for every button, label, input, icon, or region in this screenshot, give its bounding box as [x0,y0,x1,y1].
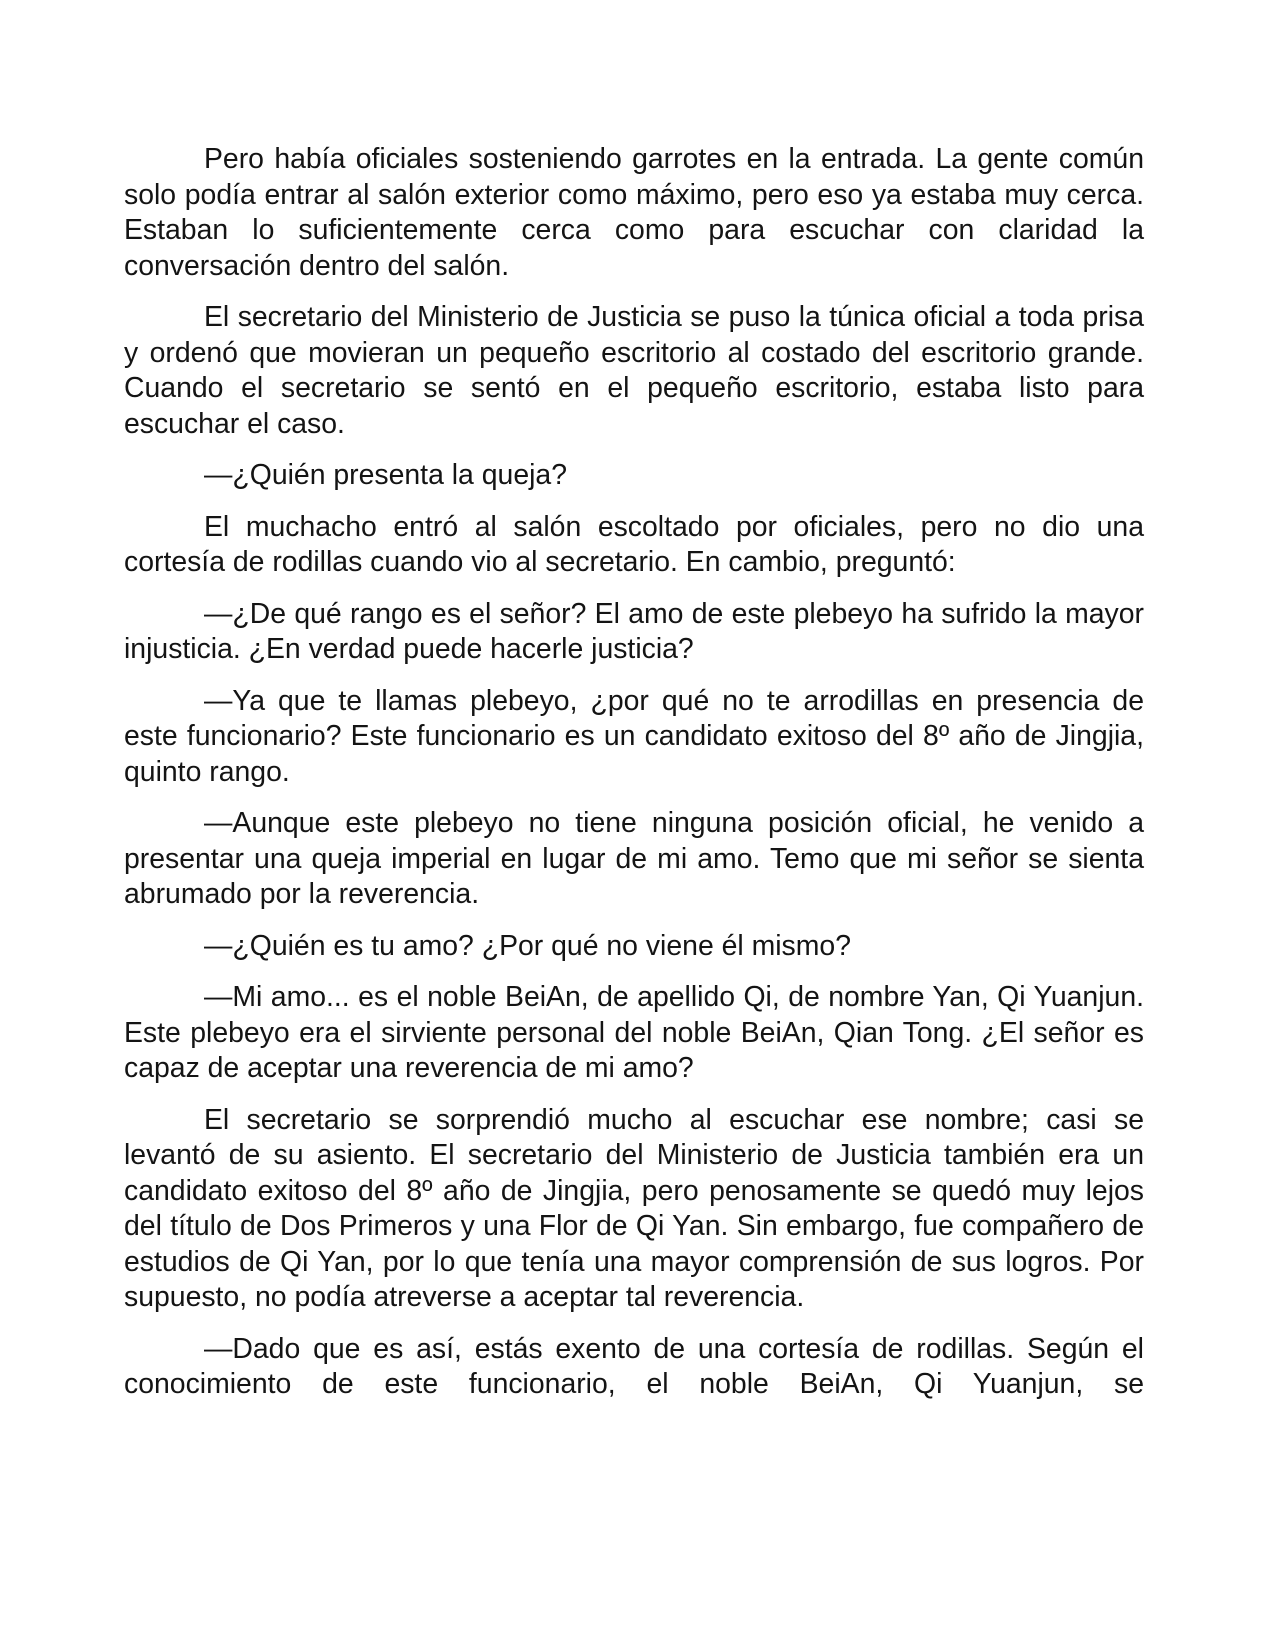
paragraph: —¿Quién es tu amo? ¿Por qué no viene él mismo? [204,929,851,962]
paragraph: —Aunque este plebeyo no tiene ninguna posición oficial, he venido a presentar una queja imperial en lugar de mi amo. Temo que mi señor se sienta abrumado por la reverencia. [124,807,1144,910]
paragraph: —¿De qué rango es el señor? El amo de este plebeyo ha sufrido la mayor injusticia. ¿En verdad puede hacerle justicia? [124,597,1144,665]
paragraph: —Dado que es así, estás exento de una cortesía de rodillas. Según el conocimiento de este funcionario, el noble BeiAn, Qi Yuanjun, se [124,1332,1144,1400]
paragraph: —¿Quién presenta la queja? [204,459,567,491]
paragraph: El secretario del Ministerio de Justicia se puso la túnica oficial a toda prisa y ordenó que movieran un pequeño escritorio al costado del escritorio grande. Cuando el secretario se sentó en el pequeño escritorio, estaba listo para escuchar el caso. [124,301,1144,440]
paragraph: —Ya que te llamas plebeyo, ¿por qué no te arrodillas en presencia de este funcionario? Este funcionario es un candidato exitoso del 8º año de Jingjia, quinto rango. [124,684,1144,788]
document-body [124,142,1144,1419]
paragraph: El secretario se sorprendió mucho al escuchar ese nombre; casi se levantó de su asiento. El secretario del Ministerio de Justicia también era un candidato exitoso del 8º año de Jingjia, pero penosamente se quedó muy lejos del título de Dos Primeros y una Flor de Qi Yan. Sin embargo, fue compañero de estudios de Qi Yan, por lo que tenía una mayor comprensión de sus logros. Por supuesto, no podía atreverse a aceptar tal reverencia. [124,1103,1144,1313]
paragraph: Pero había oficiales sosteniendo garrotes en la entrada. La gente común solo podía entrar al salón exterior como máximo, pero eso ya estaba muy cerca. Estaban lo suficientemente cerca como para escuchar con claridad la conversación dentro del salón. [124,143,1144,282]
paragraph: —Mi amo... es el noble BeiAn, de apellido Qi, de nombre Yan, Qi Yuanjun. Este plebeyo era el sirviente personal del noble BeiAn, Qian Tong. ¿El señor es capaz de aceptar una reverencia de mi amo? [124,981,1144,1084]
paragraph: El muchacho entró al salón escoltado por oficiales, pero no dio una cortesía de rodillas cuando vio al secretario. En cambio, preguntó: [124,510,1144,578]
